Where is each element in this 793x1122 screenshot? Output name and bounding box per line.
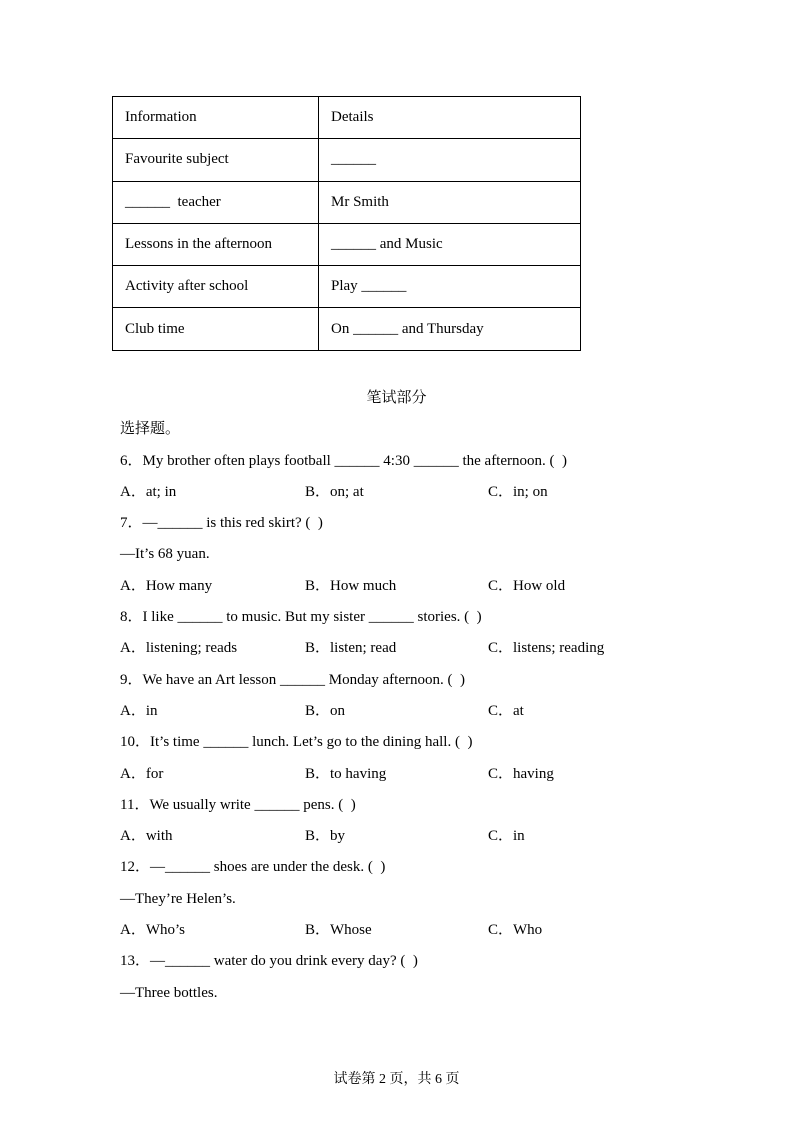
table-cell-info: ______ teacher: [113, 181, 319, 223]
options-row: [120, 915, 673, 946]
option-c: C．having: [488, 765, 554, 782]
option-b: B．on; at: [305, 483, 364, 500]
option-a: A．Who’s: [120, 922, 185, 939]
option-a: A．How many: [120, 577, 213, 594]
table-cell-info: Lessons in the afternoon: [113, 223, 319, 265]
option-a: A．for: [120, 765, 164, 782]
table-cell-info: Club time: [113, 308, 319, 350]
options-row: [120, 696, 673, 727]
table-cell-detail: On ______ and Thursday: [319, 308, 581, 350]
table-cell-detail: ______: [319, 139, 581, 181]
table-row: [113, 308, 581, 350]
table-cell-info: Information: [113, 97, 319, 139]
page-footer: 试卷第 2 页，共 6 页: [333, 1072, 460, 1087]
option-c: C．at: [488, 702, 524, 719]
table-cell-info: Favourite subject: [113, 139, 319, 181]
options-row: [120, 477, 673, 508]
table-row: [113, 266, 581, 308]
question-stem: 9．We have an Art lesson ______ Monday afternoon. ( ): [120, 671, 465, 688]
table-cell-detail: Play ______: [319, 266, 581, 308]
table-cell-info: Activity after school: [113, 266, 319, 308]
option-b: B．listen; read: [305, 640, 397, 657]
table-row: [113, 181, 581, 223]
option-b: B．How much: [305, 577, 397, 594]
options-row: [120, 633, 673, 664]
question-stem: 6．My brother often plays football ______ 4:30 ______ the afternoon. ( ): [120, 452, 567, 469]
option-c: C．listens; reading: [488, 640, 605, 657]
section-title: 笔试部分: [366, 390, 427, 406]
option-b: B．by: [305, 828, 346, 845]
option-c: C．Who: [488, 922, 543, 939]
table-cell-detail: Details: [319, 97, 581, 139]
question-stem: 7．—______ is this red skirt? ( ): [120, 515, 323, 532]
table-cell-detail: ______ and Music: [319, 223, 581, 265]
question-stem: 10．It’s time ______ lunch. Let’s go to the dining hall. ( ): [120, 734, 473, 751]
question-stem: 12．—______ shoes are under the desk. ( ): [120, 859, 386, 876]
question-reply: —It’s 68 yuan.: [120, 546, 210, 563]
option-c: C．How old: [488, 577, 566, 594]
option-a: A．at; in: [120, 483, 177, 500]
option-c: C．in: [488, 828, 525, 845]
question-stem: 8．I like ______ to music. But my sister ______ stories. ( ): [120, 609, 482, 626]
option-b: B．Whose: [305, 922, 372, 939]
options-row: [120, 759, 673, 790]
table-row: [113, 223, 581, 265]
option-b: B．to having: [305, 765, 387, 782]
option-b: B．on: [305, 702, 346, 719]
option-a: A．with: [120, 828, 173, 845]
option-c: C．in; on: [488, 483, 548, 500]
question-section: [120, 383, 673, 1009]
question-reply: —They’re Helen’s.: [120, 890, 236, 907]
option-a: A．in: [120, 702, 158, 719]
table-row: [113, 139, 581, 181]
question-stem: 11．We usually write ______ pens. ( ): [120, 796, 356, 813]
options-row: [120, 571, 673, 602]
table-cell-detail: Mr Smith: [319, 181, 581, 223]
section-subtitle: 选择题。: [120, 421, 181, 438]
question-stem: 13．—______ water do you drink every day? ( ): [120, 953, 418, 970]
table-row: [113, 97, 581, 139]
info-table: [112, 96, 581, 351]
option-a: A．listening; reads: [120, 640, 238, 657]
question-reply: —Three bottles.: [120, 984, 218, 1001]
options-row: [120, 821, 673, 852]
